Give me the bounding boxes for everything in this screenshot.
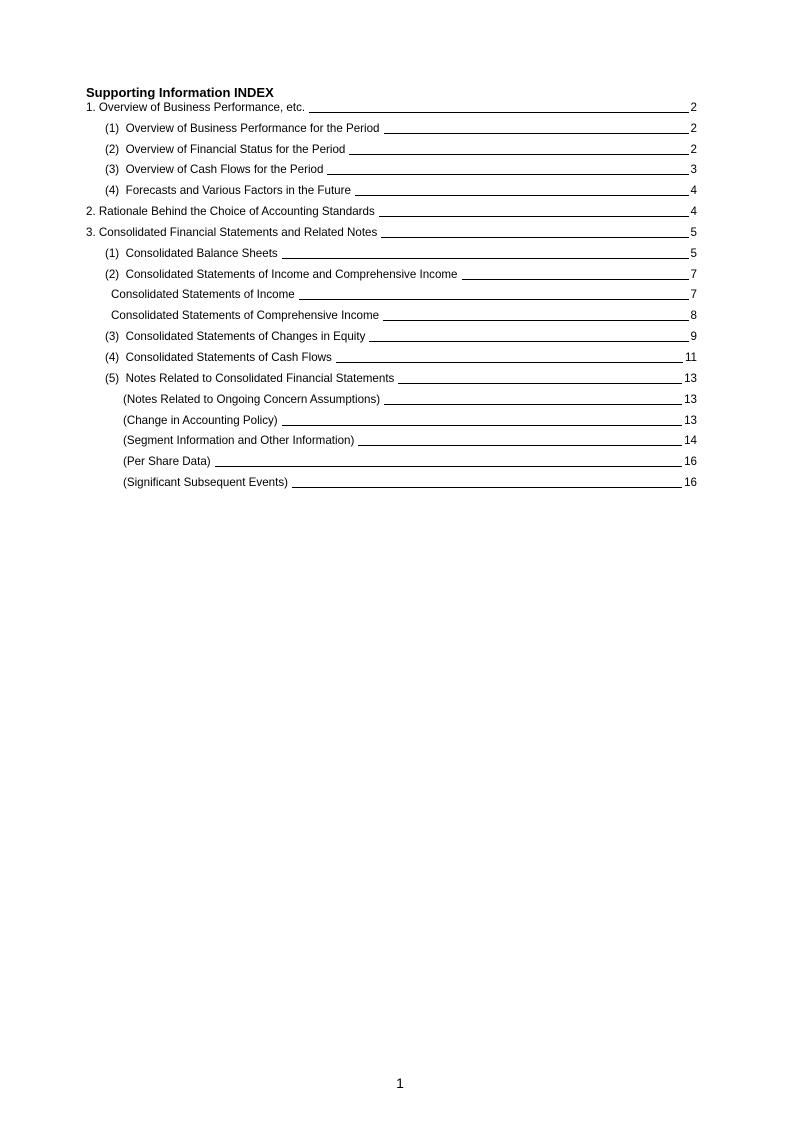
toc-entry-page: 16 <box>684 476 697 490</box>
toc-entry-page: 11 <box>684 350 697 364</box>
toc-entry-page: 8 <box>690 309 697 323</box>
leader-line <box>327 174 688 175</box>
leader-line <box>349 154 688 155</box>
leader-line <box>309 112 688 113</box>
toc-entry-page: 13 <box>684 392 697 406</box>
toc-entry-page: 4 <box>690 205 697 219</box>
toc-entry-label: 2. Rationale Behind the Choice of Accounting Standards <box>86 205 375 219</box>
toc-entry-label: (1) Overview of Business Performance for the Period <box>105 121 380 135</box>
toc-entry-page: 7 <box>690 267 697 281</box>
toc-entry-page: 13 <box>684 413 697 427</box>
toc-entry-page: 3 <box>690 163 697 177</box>
toc-entry-label: (Per Share Data) <box>123 455 211 469</box>
toc-entry-page: 16 <box>684 455 697 469</box>
leader-line <box>358 445 682 446</box>
toc-entry[interactable] <box>86 136 697 157</box>
toc-entry-label: 3. Consolidated Financial Statements and Related Notes <box>86 225 378 239</box>
leader-line <box>355 195 689 196</box>
toc-entry[interactable] <box>86 94 697 115</box>
toc-entry-label: (3) Overview of Cash Flows for the Period <box>105 163 324 177</box>
toc-entry[interactable] <box>86 428 697 449</box>
table-of-contents <box>86 94 697 490</box>
toc-entry[interactable] <box>86 115 697 136</box>
toc-entry-page: 5 <box>690 246 697 260</box>
toc-entry-label: (5) Notes Related to Consolidated Financial Statements <box>105 371 395 385</box>
toc-entry-label: Consolidated Statements of Income <box>111 288 295 302</box>
leader-line <box>398 383 682 384</box>
toc-entry-page: 5 <box>690 225 697 239</box>
leader-line <box>383 320 688 321</box>
toc-entry[interactable] <box>86 157 697 178</box>
leader-line <box>215 466 682 467</box>
toc-entry-page: 7 <box>690 288 697 302</box>
toc-entry-page: 14 <box>684 434 697 448</box>
leader-line <box>282 258 689 259</box>
toc-entry[interactable] <box>86 240 697 261</box>
leader-line <box>282 425 682 426</box>
toc-entry-label: (Notes Related to Ongoing Concern Assumptions) <box>123 392 381 406</box>
leader-line <box>462 279 689 280</box>
leader-line <box>379 216 689 217</box>
toc-entry-label: (4) Consolidated Statements of Cash Flows <box>105 350 332 364</box>
toc-entry-label: Consolidated Statements of Comprehensive Income <box>111 309 380 323</box>
toc-entry[interactable] <box>86 261 697 282</box>
toc-entry-page: 4 <box>690 184 697 198</box>
leader-line <box>299 299 689 300</box>
toc-entry[interactable] <box>86 302 697 323</box>
toc-entry-page: 2 <box>690 100 697 114</box>
leader-line <box>292 487 682 488</box>
toc-entry[interactable] <box>86 219 697 240</box>
toc-entry-label: (4) Forecasts and Various Factors in the Future <box>105 184 351 198</box>
index-title: Supporting Information INDEX <box>86 85 274 100</box>
toc-entry-page: 9 <box>690 330 697 344</box>
toc-entry[interactable] <box>86 177 697 198</box>
toc-entry[interactable] <box>86 198 697 219</box>
toc-entry-label: (2) Overview of Financial Status for the Period <box>105 142 346 156</box>
leader-line <box>384 404 682 405</box>
leader-line <box>384 133 689 134</box>
toc-entry[interactable] <box>86 344 697 365</box>
toc-entry-page: 13 <box>684 371 697 385</box>
toc-entry-label: (Segment Information and Other Information) <box>123 434 355 448</box>
page-number: 1 <box>396 1075 404 1091</box>
toc-entry-label: 1. Overview of Business Performance, etc. <box>86 100 306 114</box>
toc-entry[interactable] <box>86 282 697 303</box>
toc-entry-label: (Change in Accounting Policy) <box>123 413 278 427</box>
toc-entry[interactable] <box>86 365 697 386</box>
toc-entry[interactable] <box>86 448 697 469</box>
leader-line <box>336 362 683 363</box>
toc-entry-label: (3) Consolidated Statements of Changes in Equity <box>105 330 366 344</box>
leader-line <box>381 237 688 238</box>
toc-entry[interactable] <box>86 323 697 344</box>
toc-entry-label: (2) Consolidated Statements of Income and Comprehensive Income <box>105 267 458 281</box>
toc-entry[interactable] <box>86 386 697 407</box>
toc-entry[interactable] <box>86 407 697 428</box>
toc-entry-label: (1) Consolidated Balance Sheets <box>105 246 278 260</box>
leader-line <box>369 341 688 342</box>
toc-entry[interactable] <box>86 469 697 490</box>
toc-entry-label: (Significant Subsequent Events) <box>123 476 288 490</box>
toc-entry-page: 2 <box>690 142 697 156</box>
toc-entry-page: 2 <box>690 121 697 135</box>
